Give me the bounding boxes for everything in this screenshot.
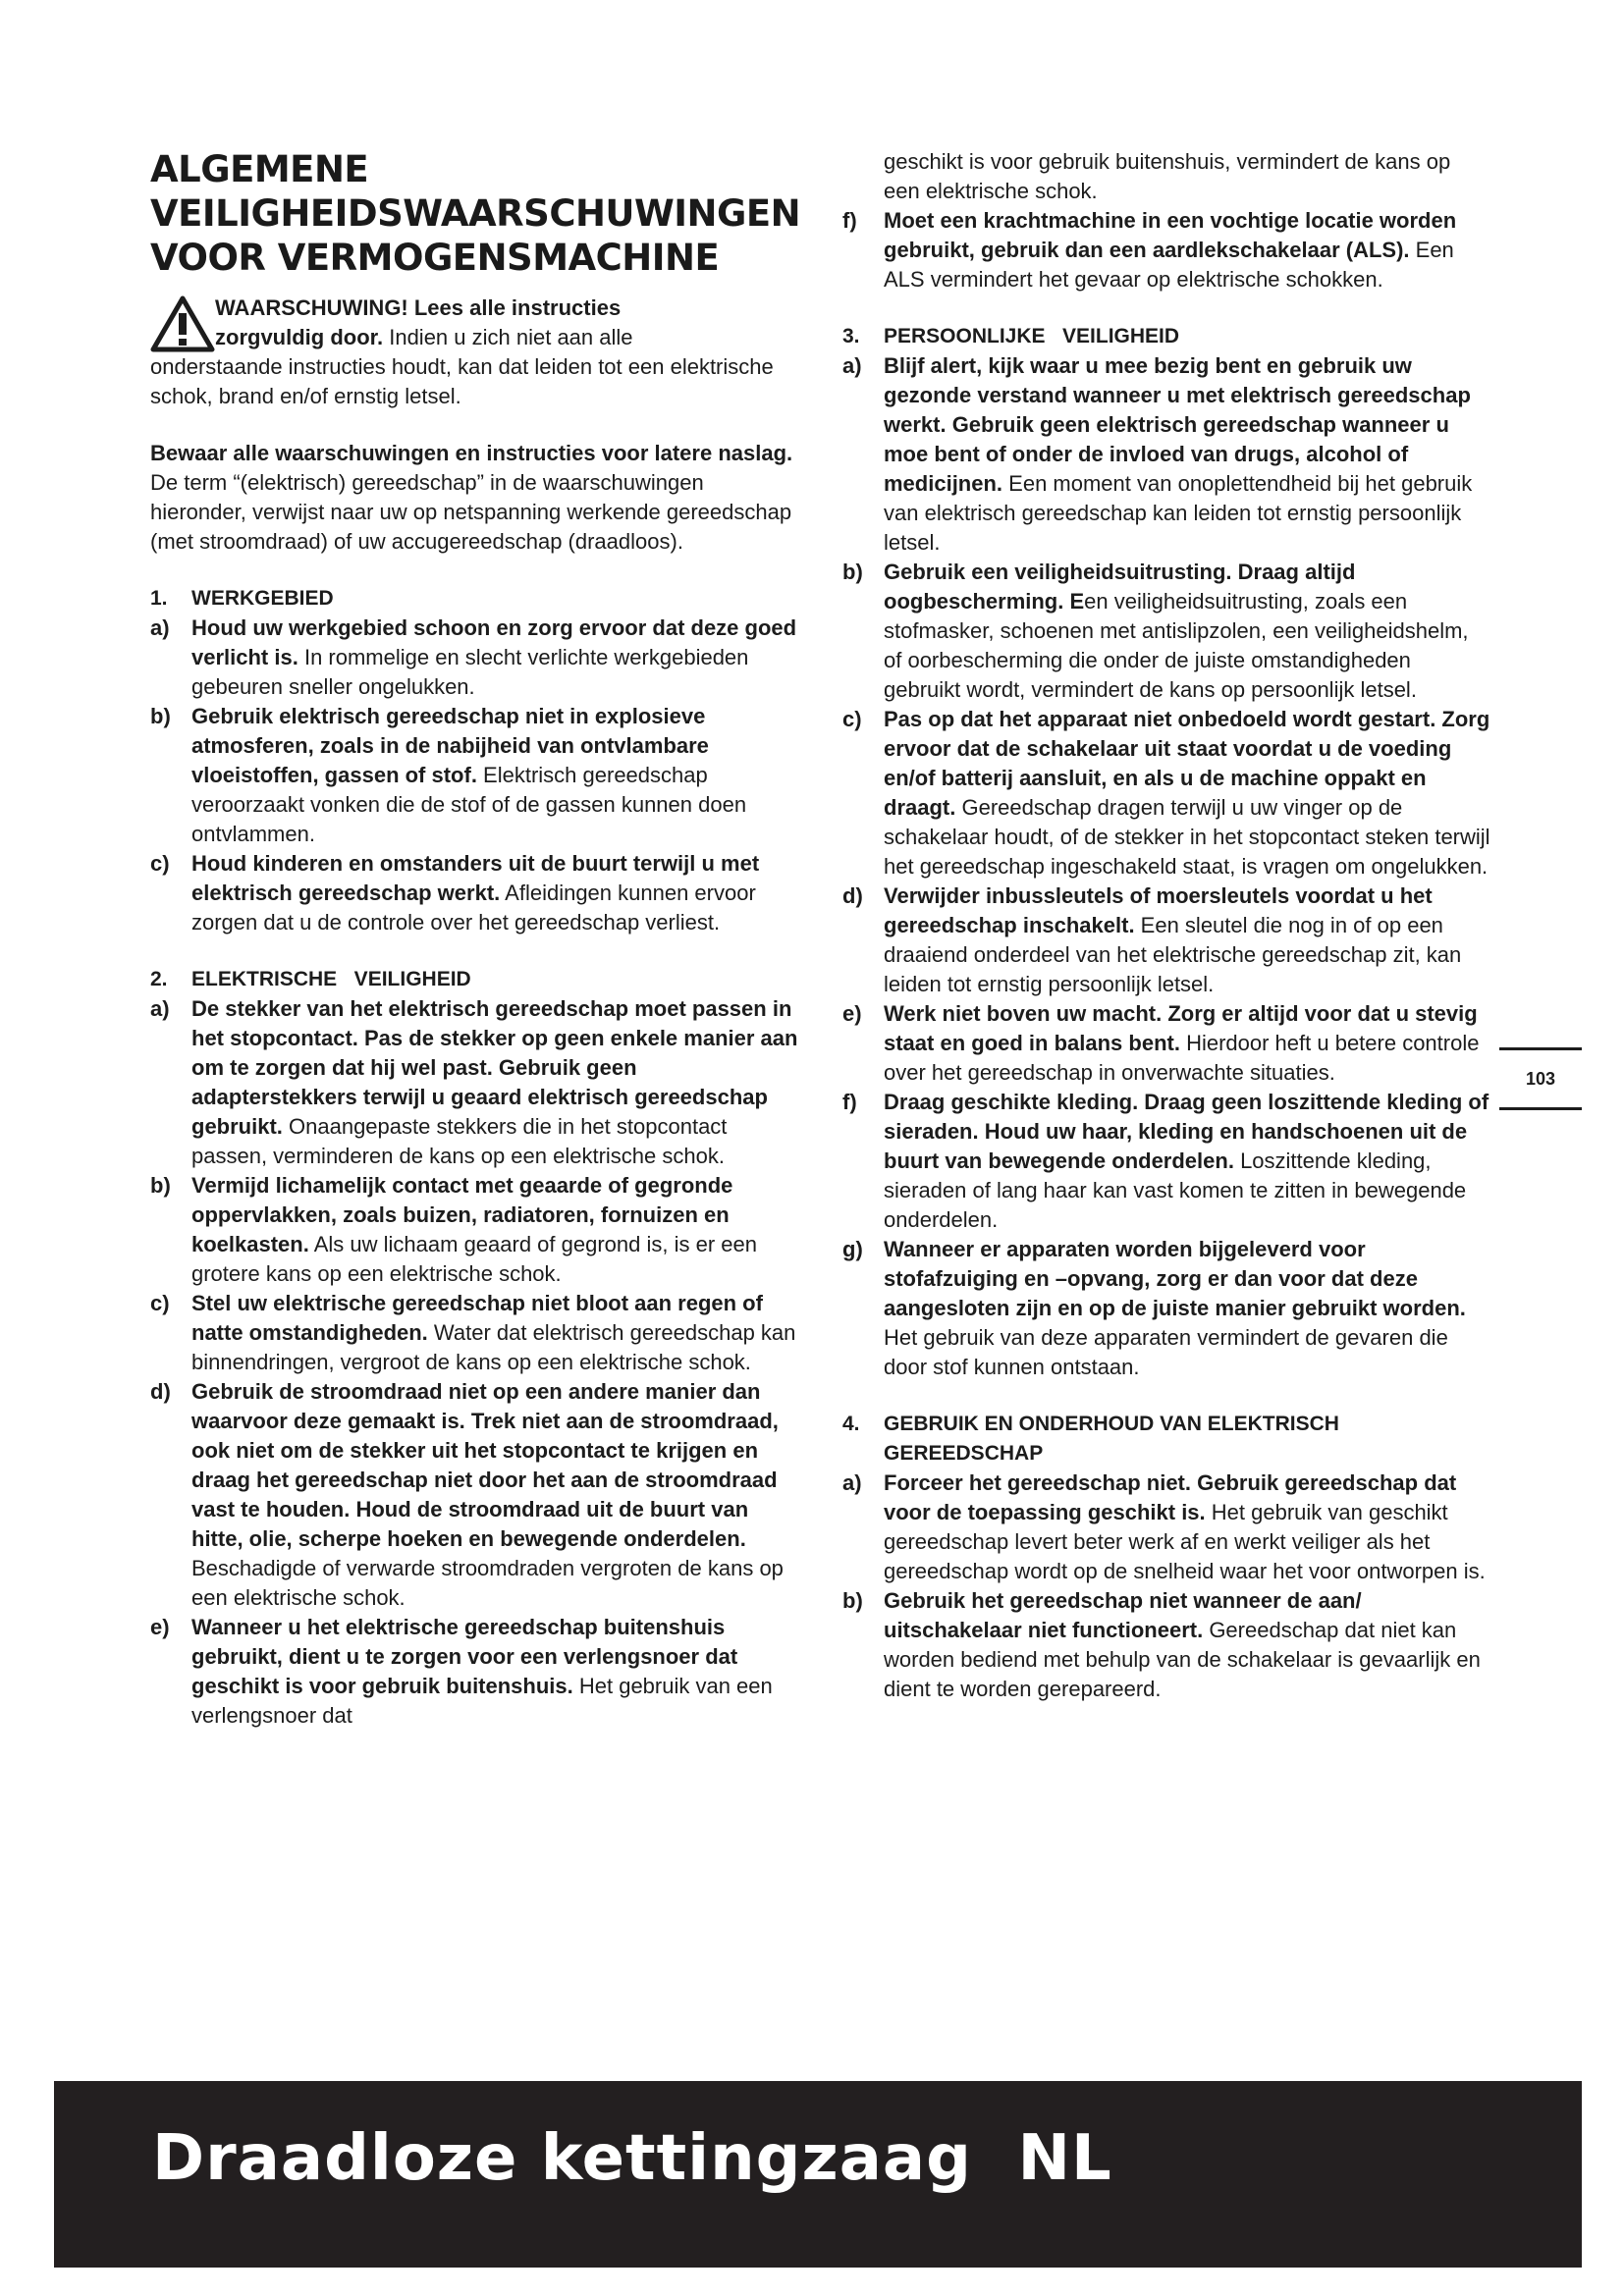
list-item: d) Verwijder inbussleutels of moersleutels voordat u het gereedschap inschakelt. Een sleutel die nog in of op een draaiend onderdeel van het elektrische gereedschap zit, kan leiden tot ernstig persoonlijk letsel. — [842, 883, 1462, 996]
section-4-heading: 4. GEBRUIK EN ONDERHOUD VAN ELEKTRISCH GEREEDSCHAP — [842, 1413, 1339, 1465]
list-item: f) Draag geschikte kleding. Draag geen loszittende kleding of sieraden. Houd uw haar, kleding en handschoenen uit de buurt van bewegende onderdelen. Loszittende kleding, sieraden of lang haar kan vast komen te zitten in bewegende onderdelen. — [842, 1090, 1489, 1232]
list-item: a) Blijf alert, kijk waar u mee bezig bent en gebruik uw gezonde verstand wanneer u met elektrisch gereedschap werkt. Gebruik geen elektrisch gereedschap wanneer u moe bent of onder de invloed van drugs, alcohol of medicijnen. Een moment van onoplettendheid bij het gebruik van elektrisch gereedschap kan leiden tot ernstig persoonlijk letsel. — [842, 353, 1473, 555]
section-1-heading: 1. WERKGEBIED — [150, 587, 334, 610]
list-item: a) Forceer het gereedschap niet. Gebruik gereedschap dat voor de toepassing geschikt is. Het gebruik van geschikt gereedschap levert beter werk af en werkt veiliger als het gereedschap wordt op de snelheid waar het voor ontworpen is. — [842, 1470, 1486, 1583]
list-item: d) Gebruik de stroomdraad niet op een andere manier dan waarvoor deze gemaakt is. Trek niet aan de stroomdraad, ook niet om de stekker uit het stopcontact te krijgen en draag het gereedschap niet door het aan de stroomdraad vast te houden. Houd de stroomdraad uit de buurt van hitte, olie, scherpe hoeken en bewegende onderdelen. Beschadigde of verwarde stroomdraden vergroten de kans op een elektrische schok. — [150, 1379, 784, 1610]
list-item: b) Gebruik een veiligheidsuitrusting. Draag altijd oogbescherming. Een veiligheidsuitrusting, zoals een stofmasker, schoenen met antislipzolen, een veiligheidshelm, of oorbescherming die onder de juiste omstandigheden gebruikt wordt, vermindert de kans op persoonlijk letsel. — [842, 560, 1469, 702]
section-3-heading: 3. PERSOONLIJKE VEILIGHEID — [842, 325, 1180, 347]
footer-title: Draadloze kettingzaag NL — [152, 2122, 1112, 2195]
keep-instructions-text: De term “(elektrisch) gereedschap” in de waarschuwingen hieronder, verwijst naar uw op netspanning werkende gereedschap (met stroomdraad) of uw accugereedschap (draadloos). — [150, 470, 792, 554]
list-item: e) Wanneer u het elektrische gereedschap buitenshuis gebruikt, dient u te zorgen voor een verlengsnoer dat geschikt is voor gebruik buitenshuis. Het gebruik van een verlengsnoer dat — [150, 1615, 773, 1728]
warning-block: WAARSCHUWING! Lees alle instructies zorgvuldig door. Indien u zich niet aan alle onderstaande instructies houdt, kan dat leiden tot een elektrische schok, brand en/of ernstig letsel. — [150, 294, 798, 411]
list-item: b) Vermijd lichamelijk contact met geaarde of gegronde oppervlakken, zoals buizen, radiatoren, fornuizen en koelkasten. Als uw lichaam geaard of gegrond is, is er een grotere kans op een elektrische schok. — [150, 1173, 757, 1286]
item-e-continued: geschikt is voor gebruik buitenshuis, vermindert de kans op een elektrische schok. — [884, 149, 1451, 203]
keep-instructions-heading: Bewaar alle waarschuwingen en instructies voor latere naslag. — [150, 441, 793, 465]
right-column — [842, 147, 1490, 1704]
left-column — [150, 147, 801, 1731]
page-number: 103 — [1525, 1069, 1556, 1089]
list-item: g) Wanneer er apparaten worden bijgeleverd voor stofafzuiging en –opvang, zorg er dan voor dat deze aangesloten zijn en op de juiste manier gebruikt worden. Het gebruik van deze apparaten vermindert de gevaren die door stof kunnen ontstaan. — [842, 1237, 1466, 1379]
list-item: b) Gebruik elektrisch gereedschap niet in explosieve atmosferen, zoals in de nabijheid van ontvlambare vloeistoffen, gassen of stof. Elektrisch gereedschap veroorzaakt vonken die de stof of de gassen kunnen doen ontvlammen. — [150, 704, 747, 846]
list-item: a) De stekker van het elektrisch gereedschap moet passen in het stopcontact. Pas de stekker op geen enkele manier aan om te zorgen dat hij wel past. Gebruik geen adapterstekkers terwijl u geaard elektrisch gereedschap gebruikt. Onaangepaste stekkers die in het stopcontact passen, verminderen de kans op een elektrische schok. — [150, 996, 798, 1168]
list-item: b) Gebruik het gereedschap niet wanneer de aan/ uitschakelaar niet functioneert. Gereedschap dat niet kan worden bediend met behulp van de schakelaar is gevaarlijk en dient te worden gerepareerd. — [842, 1588, 1481, 1701]
page-number-rule-bottom — [1499, 1107, 1582, 1110]
list-item: a) Houd uw werkgebied schoon en zorg ervoor dat deze goed verlicht is. In rommelige en slecht verlichte werkgebieden gebeuren sneller ongelukken. — [150, 615, 797, 699]
list-item: c) Pas op dat het apparaat niet onbedoeld wordt gestart. Zorg ervoor dat de schakelaar uit staat voordat u de voeding en/of batterij aansluit, en als u de machine oppakt en draagt. Gereedschap dragen terwijl u uw vinger op de schakelaar houdt, of de stekker in het stopcontact steken terwijl het gereedschap ingeschakeld staat, is vragen om ongelukken. — [842, 707, 1490, 879]
warning-heading: WAARSCHUWING! Lees alle instructies — [215, 295, 622, 320]
page-title: ALGEMENE VEILIGHEIDSWAARSCHUWINGEN VOOR VERMOGENSMACHINE — [150, 148, 801, 279]
section-2-heading: 2. ELEKTRISCHE VEILIGHEID — [150, 968, 471, 990]
page-number-marker — [1499, 1047, 1582, 1110]
list-item: c) Houd kinderen en omstanders uit de buurt terwijl u met elektrisch gereedschap werkt. Afleidingen kunnen ervoor zorgen dat u de controle over het gereedschap verliest. — [150, 851, 760, 934]
page-number-rule-top — [1499, 1047, 1582, 1050]
warning-text: onderstaande instructies houdt, kan dat leiden tot een elektrische schok, brand en/of ernstig letsel. — [150, 354, 774, 408]
list-item: f) Moet een krachtmachine in een vochtige locatie worden gebruikt, gebruik dan een aardlekschakelaar (ALS). Een ALS vermindert het gevaar op elektrische schokken. — [842, 208, 1457, 292]
footer-banner — [54, 2081, 1582, 2268]
list-item: e) Werk niet boven uw macht. Zorg er altijd voor dat u stevig staat en goed in balans bent. Hierdoor heft u betere controle over het gereedschap in onverwachte situaties. — [842, 1001, 1480, 1085]
warning-triangle-icon — [150, 295, 215, 352]
list-item: c) Stel uw elektrische gereedschap niet bloot aan regen of natte omstandigheden. Water dat elektrisch gereedschap kan binnendringen, vergroot de kans op een elektrische schok. — [150, 1291, 796, 1374]
